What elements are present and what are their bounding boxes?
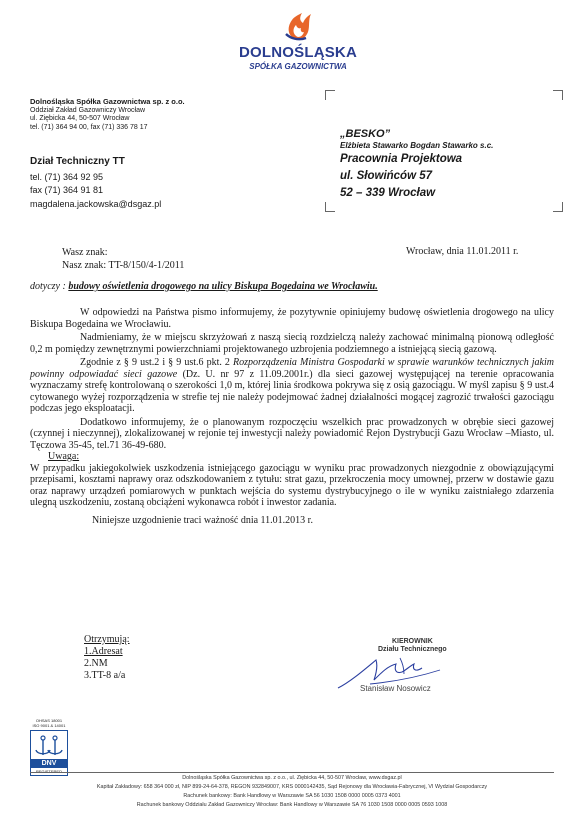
footer-line: Rachunek bankowy: Bank Handlowy w Warszawie SA 56 1030 1508 0000 0005 0373 4001: [183, 793, 401, 799]
regulation-text: (Dz. U. nr 97 z 11.09.2001r.) dla sieci gazowej występującej na terenie opracowania wyznaczamy strefę kontrolowaną o szerokości 1,0 m, której linia środkowa pokrywa się z osią gazociągu. W myśl zapisu § 9 ust.4 cytowanego wyżej rozporządzenia w strefie tej nie należy podejmować żadnej działalności mogącej zagrozić trwałości gazociągu podczas jego eksploatacji.: [30, 368, 554, 414]
sender-block: [30, 98, 185, 132]
frame-corner: [325, 90, 335, 100]
department-email[interactable]: magdalena.jackowska@dsgaz.pl: [30, 198, 162, 209]
footer-line: Dolnośląska Spółka Gazownictwa sp. z o.o., ul. Ziębicka 44, 50-507 Wrocław, www.dsgaz.pl: [182, 775, 402, 781]
note-text: W przypadku jakiegokolwiek uszkodzenia istniejącego gazociągu w wyniku prac prowadzonych niezgodnie z obowiązującymi przepisami, kosztami naprawy oraz odszkodowaniem z tytułu: strat gazu, przekroczenia mocy umownej, przerw w dostawie gazu oraz naprawy urządzeń pomiarowych w punktach wejścia do systemu dystrybucyjnego o ile w wyniku zaistniałego zdarzenia ulegną uszkodzeniu, zostaną obciążeni wykonawca robót i inwestor zadania.: [30, 462, 554, 508]
footer-line: Kapitał Zakładowy: 658 364 000 zł, NIP 899-24-64-378, REGON 932849007, KRS 0000142435, Sąd Rejonowy dla Wrocławia-Fabrycznej, VI Wydział Gospodarczy: [96, 784, 488, 790]
regulation-ref: Zgodnie z § 9 ust.2 i § 9 ust.6 pkt. 2: [80, 357, 230, 368]
cert-registered: REGISTERED: [35, 769, 62, 774]
your-reference: Wasz znak:: [62, 247, 108, 258]
our-reference: Nasz znak: TT-8/150/4-1/2011: [62, 260, 185, 271]
flame-icon: [278, 8, 318, 42]
reference-numbers: [62, 246, 184, 272]
subject-label: dotyczy :: [30, 281, 66, 292]
distribution-item: 2.NM: [84, 658, 108, 669]
distribution-list: [84, 634, 130, 682]
department-tel: tel. (71) 364 92 95: [30, 171, 104, 182]
signature-role-line: KIEROWNIK: [391, 638, 433, 645]
recipient-city: 52 – 339 Wrocław: [340, 187, 436, 199]
footer-divider: [30, 772, 554, 773]
cert-standards: [30, 718, 68, 728]
footer-line: Rachunek bankowy Oddziału Zakład Gazowniczy Wrocław: Bank Handlowy w Warszawie SA 76 1030 1508 0000 0005 0593 1008: [136, 802, 448, 808]
department-fax: fax (71) 364 91 81: [30, 185, 104, 195]
cert-standard-line: ISO 9001 & 14001: [32, 723, 66, 728]
distribution-item: 1.Adresat: [84, 646, 123, 657]
subject-line: [30, 281, 378, 292]
validity-closing: Niniejsze uzgodnienie traci ważność dnia 11.01.2013 r.: [92, 514, 313, 526]
letter-body: [30, 307, 554, 526]
body-paragraph: W odpowiedzi na Państwa pismo informujemy, że pozytywnie opiniujemy budowę oświetlenia drogowego na ulicy Biskupa Bogedaina we Wrocławiu.: [30, 307, 554, 330]
signatory-name: Stanisław Nosowicz: [360, 684, 431, 693]
frame-corner: [553, 202, 563, 212]
sender-company: Dolnośląska Spółka Gazownictwa sp. z o.o.: [30, 97, 185, 106]
recipient-street: ul. Słowińców 57: [340, 170, 433, 182]
subject-text: budowy oświetlenia drogowego na ulicy Biskupa Bogedaina we Wrocławiu.: [68, 281, 378, 292]
sender-address: ul. Ziębicka 44, 50-507 Wrocław: [30, 115, 130, 122]
body-paragraph-regulation: [30, 357, 554, 415]
distribution-header: Otrzymują:: [84, 634, 130, 645]
frame-corner: [325, 202, 335, 212]
department-title: Dział Techniczny TT: [30, 156, 125, 167]
recipient-office: Pracownia Projektowa: [340, 153, 463, 165]
frame-corner: [553, 90, 563, 100]
department-block: [30, 155, 161, 211]
note-label: Uwaga:: [48, 451, 80, 462]
logo-subtitle: SPÓŁKA GAZOWNICTWA: [249, 62, 347, 71]
logo-name: DOLNOŚLĄSKA: [238, 44, 358, 61]
company-logo: [238, 8, 358, 71]
certification-mark: [30, 718, 68, 776]
recipient-owners: Elżbieta Stawarko Bogdan Stawarko s.c.: [340, 141, 494, 150]
letter-footer: [30, 774, 554, 810]
cert-standard-line: OHSAS 18001: [35, 718, 63, 723]
signature-block: [330, 638, 450, 700]
body-paragraph: Nadmieniamy, że w miejscu skrzyżowań z naszą siecią rozdzielczą należy zachować minimalną pionową odległość 0,2 m pomiędzy zewnętrznymi powierzchniami projektowanego uzbrojenia podziemnego a istniejącą siecią gazową.: [30, 332, 554, 355]
recipient-address: [340, 128, 493, 202]
body-paragraph: Dodatkowo informujemy, że o planowanym rozpoczęciu wszelkich prac prowadzonych w obrębie sieci gazowej (czynnej i nieczynnej), zlokalizowanej w rejonie tej inwestycji należy powiadomić Rejon Dystrybucji Gazu Wrocław –Miasto, ul. Tęczowa 35-45, tel.71 36-49-680.: [30, 416, 554, 451]
anchor-icon: [31, 733, 67, 759]
signature-role-line: Działu Technicznego: [378, 646, 447, 653]
distribution-item: 3.TT-8 a/a: [84, 670, 126, 681]
sender-branch: Oddział Zakład Gazowniczy Wrocław: [30, 106, 146, 114]
cert-brand: DNV: [31, 759, 67, 768]
recipient-name: „BESKO”: [340, 128, 391, 140]
sender-phone: tel. (71) 364 94 00, fax (71) 336 78 17: [30, 123, 148, 131]
dnv-emblem: [30, 730, 68, 776]
place-and-date: Wrocław, dnia 11.01.2011 r.: [406, 246, 519, 257]
regulation-title: Rozporządzenia Ministra Gospodarki w sprawie warunków technicznych jakim powinny odpowiadać sieci gazowe: [30, 357, 554, 380]
